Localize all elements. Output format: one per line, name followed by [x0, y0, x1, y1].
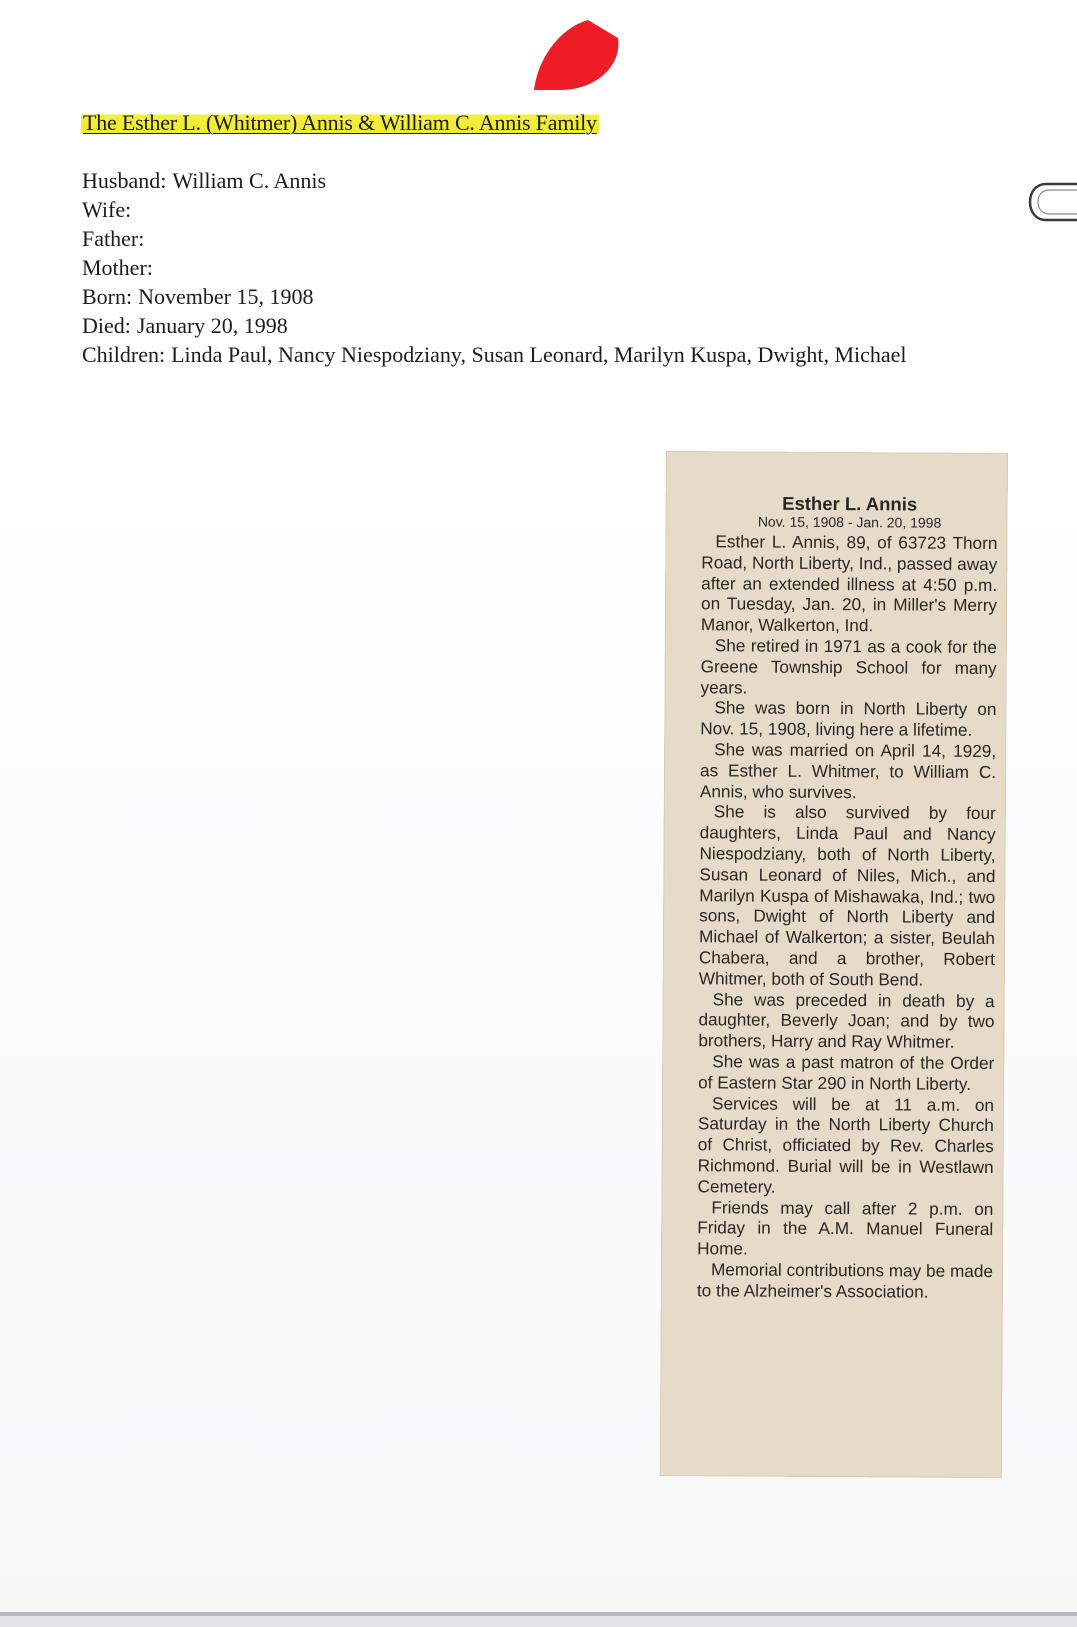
fact-label: Died: [82, 313, 131, 338]
page-title [81, 110, 599, 136]
fact-value: William C. Annis [172, 168, 327, 193]
fact-label: Mother: [82, 255, 153, 280]
fact-label: Father: [82, 226, 145, 251]
fact-value: Linda Paul, Nancy Niespodziany, Susan Leonard, Marilyn Kuspa, Dwight, Michael [171, 342, 907, 367]
fact-children [82, 340, 982, 369]
fact-value: November 15, 1908 [138, 284, 314, 309]
red-sticker-icon [530, 18, 622, 92]
obituary-dates: Nov. 15, 1908 - Jan. 20, 1998 [757, 513, 942, 531]
scan-edge-strip [0, 1616, 1077, 1627]
obituary-paragraph: Friends may call after 2 p.m. on Friday in the A.M. Manuel Funeral Home. [697, 1196, 994, 1259]
fact-died [82, 311, 982, 340]
fact-value: January 20, 1998 [136, 313, 288, 338]
obituary-paragraph: She was born in North Liberty on Nov. 15, 1908, living here a lifetime. [700, 697, 997, 741]
fact-husband [82, 166, 982, 195]
highlighted-title: The Esther L. (Whitmer) Annis & William C. Annis Family [83, 110, 597, 135]
fact-label: Husband: [82, 168, 167, 193]
fact-father [82, 224, 982, 253]
obituary-text [697, 493, 998, 1302]
family-facts [82, 166, 982, 369]
obituary-paragraph: She is also survived by four daughters, Linda Paul and Nancy Niespodziany, both of North Liberty, Susan Leonard of Niles, Mich., and Marilyn Kuspa of Mishawaka, Ind.; two sons, Dwight of North Liberty and Michael of Walkerton; a sister, Beulah Chabera, and a brother, Robert Whitmer, both of South Bend. [698, 801, 996, 990]
obituary-clipping [660, 451, 1008, 1478]
fact-label: Born: [82, 284, 133, 309]
obituary-paragraph: She retired in 1971 as a cook for the Greene Township School for many years. [700, 635, 997, 698]
obituary-paragraph: She was preceded in death by a daughter, Beverly Joan; and by two brothers, Harry and Ray Whitmer. [698, 988, 995, 1052]
obituary-name: Esther L. Annis [782, 492, 918, 515]
fact-label: Children: [82, 342, 166, 367]
fact-mother [82, 253, 982, 282]
fact-wife [82, 195, 982, 224]
fact-born [82, 282, 982, 311]
fact-label: Wife: [82, 197, 132, 222]
obituary-paragraph: She was a past matron of the Order of Eastern Star 290 in North Liberty. [698, 1051, 995, 1094]
obituary-paragraph: Memorial contributions may be made to the Alzheimer's Association. [696, 1259, 994, 1302]
paperclip-icon [1028, 180, 1077, 224]
obituary-paragraph: She was married on April 14, 1929, as Esther L. Whitmer, to William C. Annis, who survives. [699, 739, 997, 802]
obituary-paragraph: Services will be at 11 a.m. on Saturday in the North Liberty Church of Christ, officiated by Rev. Charles Richmond. Burial will be in Westlawn Cemetery. [697, 1092, 995, 1197]
obituary-paragraph: Esther L. Annis, 89, of 63723 Thorn Road, North Liberty, Ind., passed away after an extended illness at 4:50 p.m. on Tuesday, Jan. 20, in Miller's Merry Manor, Walkerton, Ind. [700, 531, 998, 636]
